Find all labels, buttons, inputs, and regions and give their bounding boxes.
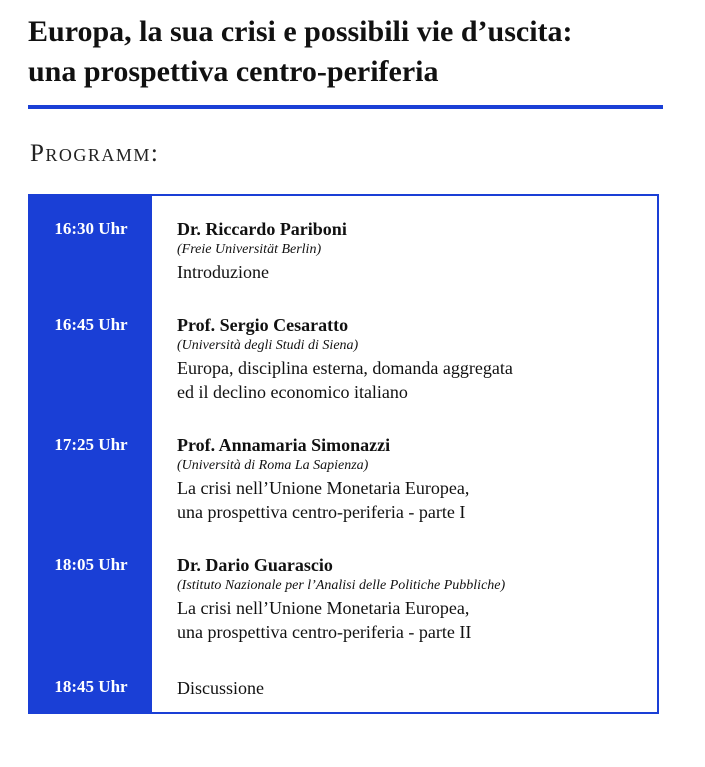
talk-title: La crisi nell’Unione Monetaria Europea, una prospettiva centro-periferia - parte I (177, 478, 470, 522)
speaker-name: Dr. Dario Guarascio (177, 555, 333, 575)
speaker-name: Prof. Annamaria Simonazzi (177, 435, 391, 455)
entry-details (177, 434, 647, 524)
speaker-affiliation: (Università degli Studi di Siena) (177, 338, 359, 353)
program-schedule (28, 194, 659, 714)
entry-details (177, 554, 647, 644)
entry-details (177, 314, 647, 404)
speaker-name: Dr. Riccardo Pariboni (177, 219, 347, 239)
talk-title: Introduzione (177, 262, 269, 282)
entry-details (177, 676, 647, 700)
entry-time: 17:25 Uhr (54, 435, 128, 454)
talk-title: La crisi nell’Unione Monetaria Europea, una prospettiva centro-periferia - parte II (177, 598, 472, 642)
talk-title: Europa, disciplina esterna, domanda aggregata ed il declino economico italiano (177, 358, 513, 402)
speaker-affiliation: (Università di Roma La Sapienza) (177, 458, 369, 473)
page-title (28, 12, 678, 92)
speaker-affiliation: (Istituto Nazionale per l’Analisi delle Politiche Pubbliche) (177, 578, 506, 593)
title-line-2: una prospettiva centro-periferia (28, 55, 439, 88)
speaker-affiliation: (Freie Universität Berlin) (177, 242, 322, 257)
entry-time: 16:30 Uhr (54, 219, 128, 238)
title-line-1: Europa, la sua crisi e possibili vie d’uscita: (28, 15, 573, 48)
entry-time: 16:45 Uhr (54, 315, 128, 334)
speaker-name: Prof. Sergio Cesaratto (177, 315, 349, 335)
program-label: Programm: (30, 140, 160, 167)
title-divider (28, 105, 663, 109)
talk-title: Discussione (177, 678, 264, 698)
entry-time: 18:05 Uhr (54, 555, 128, 574)
entry-details (177, 218, 647, 284)
entry-time: 18:45 Uhr (54, 677, 128, 696)
